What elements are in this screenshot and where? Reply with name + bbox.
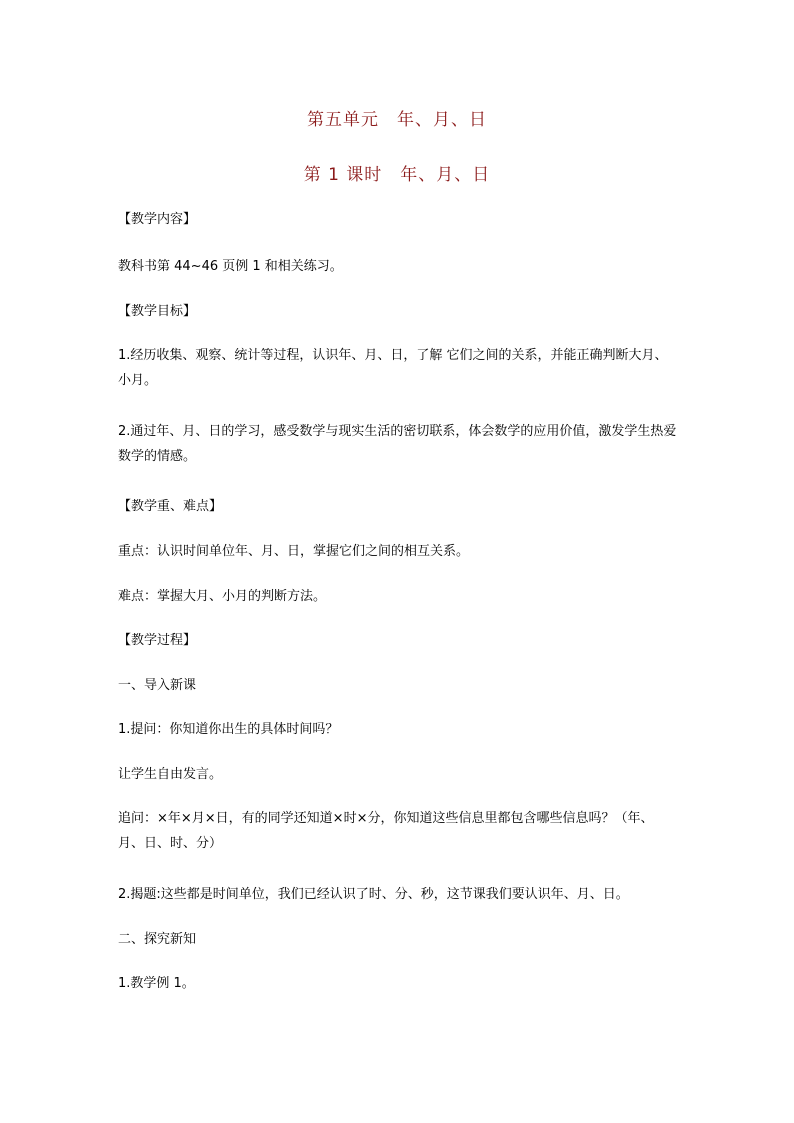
process-header: 【教学过程】: [118, 633, 197, 648]
keypoints-header: 【教学重、难点】: [118, 499, 223, 514]
goals-header: 【教学目标】: [118, 304, 197, 319]
goal-2: 2.通过年、月、日的学习，感受数学与现实生活的密切联系，体会数学的应用价值，激发学生热爱数学的情感。: [118, 424, 677, 464]
step-1-note: 让学生自由发言。: [118, 767, 223, 782]
lesson-title: 第 1 课时 年、月、日: [303, 165, 491, 185]
content-header: 【教学内容】: [118, 212, 197, 227]
keypoint-difficulty: 难点：掌握大月、小月的判断方法。: [118, 589, 327, 604]
content-text: 教科书第 44~46 页例 1 和相关练习。: [118, 259, 343, 274]
keypoint-focus: 重点：认识时间单位年、月、日，掌握它们之间的相互关系。: [118, 544, 470, 559]
part-1-title: 一、导入新课: [118, 678, 197, 693]
goal-1: 1.经历收集、观察、统计等过程，认识年、月、日，了解 它们之间的关系，并能正确判断大月、小月。: [118, 348, 668, 388]
step-1: 1.提问：你知道你出生的具体时间吗？: [118, 722, 339, 737]
step-2: 2.揭题:这些都是时间单位，我们已经认识了时、分、秒，这节课我们要认识年、月、日。: [118, 887, 629, 902]
example-1: 1.教学例 1。: [118, 976, 195, 991]
part-2-title: 二、探究新知: [118, 932, 197, 947]
step-followup: 追问：×年×月×日，有的同学还知道×时×分，你知道这些信息里都包含哪些信息吗？（年、月、日、时、分）: [118, 811, 654, 851]
unit-title: 第五单元 年、月、日: [307, 110, 487, 130]
